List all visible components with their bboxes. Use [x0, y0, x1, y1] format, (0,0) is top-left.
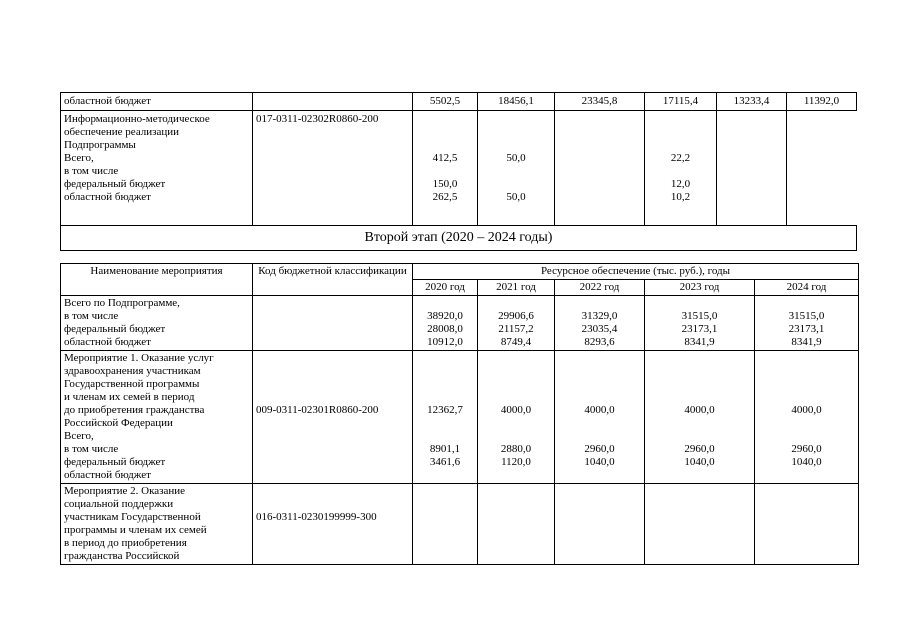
name-line: в том числе — [64, 443, 119, 455]
value: 10,2 — [670, 191, 691, 203]
stage-title-row — [61, 226, 857, 251]
activity-name-cell — [61, 351, 253, 484]
stage-title: Второй этап (2020 – 2024 годы) — [61, 226, 857, 251]
activity-name-cell — [61, 296, 253, 351]
value-cell — [478, 484, 555, 565]
header-year: 2022 год — [555, 280, 645, 296]
value-cell: 13233,4 — [717, 93, 787, 111]
value-cell — [555, 296, 645, 351]
value: 23173,1 — [681, 323, 718, 335]
name-line: социальной поддержки — [64, 498, 174, 510]
value: 21157,2 — [498, 323, 534, 335]
header-name: Наименование мероприятия — [61, 264, 253, 296]
value-cell — [478, 111, 555, 226]
value: 50,0 — [506, 152, 526, 164]
header-code: Код бюджетной классификации — [253, 264, 413, 296]
row-label: областной бюджет — [61, 93, 253, 111]
table-row — [61, 93, 857, 111]
value: 4000,0 — [500, 404, 532, 416]
value: 8749,4 — [500, 336, 532, 348]
stage1-table — [60, 92, 857, 251]
header-year: 2020 год — [413, 280, 478, 296]
value: 28008,0 — [427, 323, 463, 335]
name-line: Государственной программы — [64, 378, 200, 390]
name-line: Всего по Подпрограмме, — [64, 297, 180, 309]
header-row — [61, 264, 859, 280]
header-year: 2024 год — [755, 280, 859, 296]
value-cell — [413, 351, 478, 484]
table-row — [61, 296, 859, 351]
value: 1120,0 — [501, 456, 531, 468]
value: 10912,0 — [427, 336, 463, 348]
value: 150,0 — [432, 178, 458, 190]
value: 8901,1 — [429, 443, 461, 455]
name-line: федеральный бюджет — [64, 456, 166, 468]
value-cell — [478, 296, 555, 351]
value-cell — [413, 484, 478, 565]
name-line: в том числе — [64, 310, 119, 322]
value: 4000,0 — [584, 404, 615, 416]
name-line: Всего, — [64, 430, 94, 442]
code-cell — [253, 93, 413, 111]
value: 412,5 — [432, 152, 458, 164]
stage2-table — [60, 263, 859, 565]
value-cell — [755, 296, 859, 351]
value-cell — [478, 351, 555, 484]
value-cell — [555, 111, 645, 226]
value: 12,0 — [670, 178, 691, 190]
value-cell: 11392,0 — [787, 93, 857, 111]
code-cell: 017-0311-02302R0860-200 — [253, 111, 413, 226]
value: 31515,0 — [788, 310, 825, 322]
value-cell — [755, 484, 859, 565]
value-cell — [645, 484, 755, 565]
name-line: обеспечение реализации — [64, 126, 180, 138]
table-row — [61, 111, 857, 226]
name-line: и членам их семей в период — [64, 391, 195, 403]
value: 8341,9 — [791, 336, 822, 348]
value: 31515,0 — [681, 310, 718, 322]
code-cell — [253, 296, 413, 351]
value: 38920,0 — [427, 310, 463, 322]
value: 2960,0 — [684, 443, 715, 455]
activity-name-cell — [61, 484, 253, 565]
name-line: в том числе — [64, 165, 119, 177]
name-line: Российской Федерации — [64, 417, 173, 429]
value-cell: 17115,4 — [645, 93, 717, 111]
code-cell — [253, 351, 413, 484]
value-cell — [645, 351, 755, 484]
value: 2880,0 — [500, 443, 532, 455]
value-cell — [555, 351, 645, 484]
name-line: федеральный бюджет — [64, 323, 166, 335]
header-resources: Ресурсное обеспечение (тыс. руб.), годы — [413, 264, 859, 280]
value: 29906,6 — [498, 310, 534, 322]
name-line: гражданства Российской — [64, 550, 180, 562]
name-line: участникам Государственной — [64, 511, 201, 523]
value: 8293,6 — [584, 336, 615, 348]
name-line: Информационно-методическое — [64, 113, 210, 125]
name-line: областной бюджет — [64, 469, 151, 481]
table-row — [61, 484, 859, 565]
value-cell — [413, 296, 478, 351]
value-cell: 23345,8 — [555, 93, 645, 111]
value-cell — [717, 111, 787, 226]
value: 2960,0 — [584, 443, 615, 455]
code-cell — [253, 484, 413, 565]
value-cell: 5502,5 — [413, 93, 478, 111]
value: 12362,7 — [427, 404, 463, 416]
value: 4000,0 — [791, 404, 822, 416]
value-cell: 18456,1 — [478, 93, 555, 111]
table-row — [61, 351, 859, 484]
code: 016-0311-0230199999-300 — [256, 511, 377, 523]
name-line: Мероприятие 1. Оказание услуг — [64, 352, 214, 364]
value: 262,5 — [432, 191, 458, 203]
value: 22,2 — [670, 152, 691, 164]
name-line: федеральный бюджет — [64, 178, 166, 190]
name-line: областной бюджет — [64, 191, 151, 203]
value: 50,0 — [506, 191, 526, 203]
value: 4000,0 — [684, 404, 715, 416]
value: 23173,1 — [788, 323, 825, 335]
value: 23035,4 — [581, 323, 618, 335]
value-cell — [645, 111, 717, 226]
name-line: Мероприятие 2. Оказание — [64, 485, 186, 497]
activity-name-cell — [61, 111, 253, 226]
name-line: до приобретения гражданства — [64, 404, 205, 416]
name-line: областной бюджет — [64, 336, 151, 348]
value-cell — [413, 111, 478, 226]
value: 1040,0 — [791, 456, 822, 468]
value: 31329,0 — [581, 310, 618, 322]
name-line: программы и членам их семей — [64, 524, 207, 536]
name-line: здравоохранения участникам — [64, 365, 201, 377]
name-line: в период до приобретения — [64, 537, 187, 549]
value-cell — [787, 111, 857, 226]
value: 2960,0 — [791, 443, 822, 455]
value-cell — [645, 296, 755, 351]
value: 1040,0 — [584, 456, 615, 468]
header-year: 2021 год — [478, 280, 555, 296]
value: 3461,6 — [429, 456, 461, 468]
value-cell — [555, 484, 645, 565]
value-cell — [755, 351, 859, 484]
name-line: Всего, — [64, 152, 94, 164]
value: 8341,9 — [684, 336, 715, 348]
name-line: Подпрограммы — [64, 139, 136, 151]
header-year: 2023 год — [645, 280, 755, 296]
value: 1040,0 — [684, 456, 715, 468]
code: 009-0311-02301R0860-200 — [256, 404, 379, 416]
